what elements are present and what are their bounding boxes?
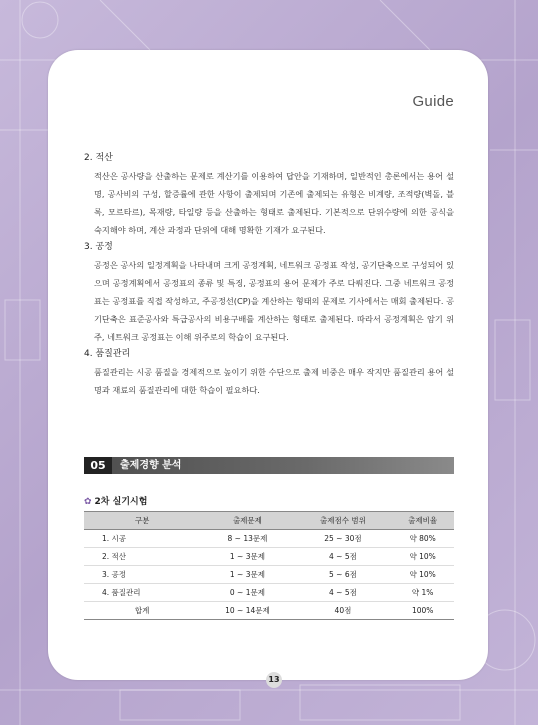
table-cell: 10 ~ 14문제: [200, 602, 294, 620]
table-header-row: [84, 512, 454, 530]
column-header: 출제문제: [200, 512, 294, 530]
table-cell: 약 80%: [391, 530, 454, 548]
table-cell: 0 ~ 1문제: [200, 584, 294, 602]
table-cell: 약 10%: [391, 566, 454, 584]
section-schedule: [84, 239, 454, 346]
table-cell: 2. 적산: [84, 548, 200, 566]
table-cell: 100%: [391, 602, 454, 620]
column-header: 출제비율: [391, 512, 454, 530]
table-cell: 1. 시공: [84, 530, 200, 548]
table-cell: 4 ~ 5점: [295, 548, 392, 566]
table-cell: 1 ~ 3문제: [200, 548, 294, 566]
section-body: 적산은 공사량을 산출하는 문제로 계산기를 이용하여 답안을 기재하며, 일반적인 총론에서는 용어 설명, 공사비의 구성, 할증률에 관한 사항이 출제되며 기존에 출제되는 유형은 비계량, 조적량(벽돌, 블록, 모르타르), 목재량, 타일량 등을 산출하는 형태로 출제된다. 기본적으로 단위수량에 의한 공식을 숙지해야 하며, 계산 과정과 단위에 대해 명확한 기재가 요구된다.: [94, 171, 454, 235]
section-quality: [84, 346, 454, 399]
page-number: 13: [266, 672, 282, 688]
section-title: 3. 공정: [84, 242, 113, 252]
table-cell: 약 10%: [391, 548, 454, 566]
table-cell: 4 ~ 5점: [295, 584, 392, 602]
banner-title: 출제경향 분석: [120, 460, 182, 471]
table-row: [84, 530, 454, 548]
table-cell: 1 ~ 3문제: [200, 566, 294, 584]
table-cell: 합계: [84, 602, 200, 620]
section-banner: [84, 457, 454, 474]
table-row: [84, 584, 454, 602]
subheading-label: 2차 실기시험: [94, 497, 148, 507]
table-cell: 40점: [295, 602, 392, 620]
table-cell: 25 ~ 30점: [295, 530, 392, 548]
banner-number: 05: [84, 457, 112, 474]
table-cell: 8 ~ 13문제: [200, 530, 294, 548]
content-page: [48, 50, 488, 684]
column-header: 구분: [84, 512, 200, 530]
table-subheading: [84, 494, 147, 507]
table-cell: 약 1%: [391, 584, 454, 602]
table-row: [84, 548, 454, 566]
exam-trend-table: [84, 511, 454, 620]
section-body: 공정은 공사의 일정계획을 나타내며 크게 공정계획, 네트워크 공정표 작성, 공기단축으로 구성되어 있으며 공정계획에서 공정표의 종류 및 특징, 공정표의 용어 문제가 주로 다뤄진다. 그중 네트워크 공정표는 공정표를 직접 작성하고, 주공정선(CP)을 계산하는 형태의 문제로 기사에서는 매회 출제된다. 공기단축은 표준공사와 특급공사의 비용구배를 계산하는 형태로 출제된다. 따라서 공정계획은 암기 위주, 네트워크 공정표는 이해 위주로의 학습이 요구된다.: [94, 260, 454, 342]
table-cell: 5 ~ 6점: [295, 566, 392, 584]
column-header: 출제점수 범위: [295, 512, 392, 530]
section-title: 4. 품질관리: [84, 349, 131, 359]
section-title: 2. 적산: [84, 153, 113, 163]
section-estimation: [84, 150, 454, 239]
table-cell: 4. 품질관리: [84, 584, 200, 602]
table-total-row: [84, 602, 454, 620]
table-row: [84, 566, 454, 584]
section-body: 품질관리는 시공 품질을 경제적으로 높이기 위한 수단으로 출제 비중은 매우 작지만 품질관리 용어 설명과 재료의 품질관리에 대한 학습이 필요하다.: [94, 367, 454, 395]
flower-icon: ✿: [84, 497, 92, 507]
table-cell: 3. 공정: [84, 566, 200, 584]
guide-header: Guide: [412, 93, 454, 110]
